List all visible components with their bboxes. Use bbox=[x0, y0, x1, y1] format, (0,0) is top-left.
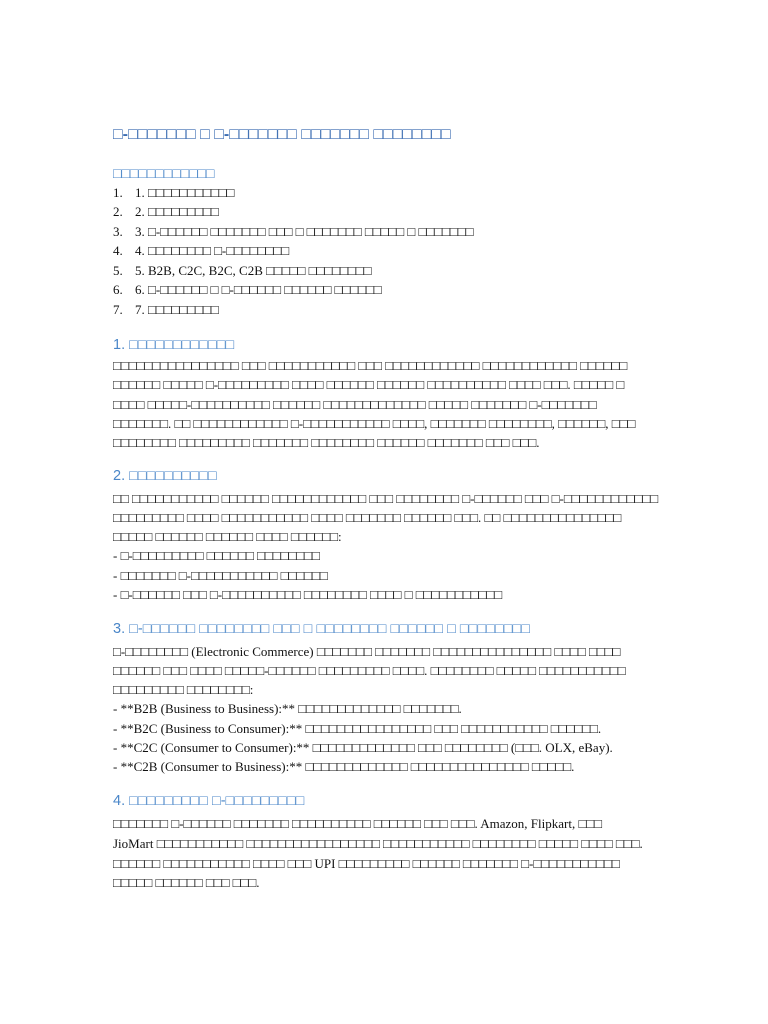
toc-item-number: 6. bbox=[113, 282, 123, 297]
section-heading: 3. □-□□□□□□ □□□□□□□□ □□□ □ □□□□□□□□ □□□□□□ □ □□□□□□□□ bbox=[113, 621, 530, 637]
list-item: - **B2B (Business to Business):** □□□□□□□□□□□□□ □□□□□□□. bbox=[113, 701, 462, 717]
paragraph-line: □-□□□□□□□□ (Electronic Commerce) □□□□□□□ □□□□□□□ □□□□□□□□□□□□□□□ □□□□ □□□□ bbox=[113, 643, 621, 659]
paragraph-line: □□□□□□ □□□□□ □-□□□□□□□□□ □□□□ □□□□□□ □□□□□□ □□□□□□□□□□ □□□□ □□□. □□□□□ □ bbox=[113, 377, 625, 393]
section-indian-ecommerce bbox=[113, 790, 673, 893]
paragraph-line: □□□□□□□□□□□□□□□□ □□□ □□□□□□□□□□□ □□□ □□□□□□□□□□□□ □□□□□□□□□□□□ □□□□□□ bbox=[113, 358, 628, 373]
paragraph-line: □□□□□□ □□□□□□□□□□□ □□□□ □□□ UPI □□□□□□□□□ □□□□□□ □□□□□□□ □-□□□□□□□□□□□ bbox=[113, 855, 620, 871]
toc-item-number: 1. bbox=[113, 184, 123, 200]
toc-item-text: 2. □□□□□□□□□ bbox=[135, 204, 219, 219]
table-of-contents bbox=[113, 183, 673, 320]
section-paragraph bbox=[113, 814, 673, 893]
toc-item-number: 3. bbox=[113, 223, 123, 239]
toc-item-text: 1. □□□□□□□□□□□ bbox=[135, 184, 235, 200]
list-item: - **C2B (Consumer to Business):** □□□□□□□□□□□□□ □□□□□□□□□□□□□□□ □□□□□. bbox=[113, 759, 575, 775]
section-heading: 2. □□□□□□□□□□ bbox=[113, 468, 217, 484]
toc-heading: □□□□□□□□□□□□ bbox=[113, 165, 215, 181]
section-heading: 1. □□□□□□□□□□□□ bbox=[113, 337, 235, 353]
toc-item bbox=[113, 202, 673, 222]
paragraph-line: □□□□ □□□□□-□□□□□□□□□□ □□□□□□ □□□□□□□□□□□□□ □□□□□ □□□□□□□ □-□□□□□□□ bbox=[113, 396, 597, 412]
toc-item-number: 2. bbox=[113, 204, 123, 219]
list-item: - □□□□□□□ □-□□□□□□□□□□□ □□□□□□ bbox=[113, 567, 328, 583]
toc-item-text: 4. □□□□□□□□ □-□□□□□□□□ bbox=[135, 243, 290, 258]
section-paragraph bbox=[113, 356, 673, 452]
document-title: □-□□□□□□□ □ □-□□□□□□□ □□□□□□□ □□□□□□□□ bbox=[113, 126, 451, 143]
paragraph-line: □□□□□□□□□ □□□□ □□□□□□□□□□□ □□□□ □□□□□□□ □□□□□□ □□□. □□ □□□□□□□□□□□□□□□ bbox=[113, 509, 622, 525]
toc-item-number: 5. bbox=[113, 262, 123, 278]
toc-item bbox=[113, 261, 673, 281]
section-introduction bbox=[113, 334, 673, 452]
section-objectives bbox=[113, 465, 673, 604]
section-paragraph bbox=[113, 642, 673, 777]
toc-item-number: 4. bbox=[113, 243, 123, 258]
toc-item bbox=[113, 300, 673, 320]
section-paragraph bbox=[113, 489, 673, 605]
toc-item-text: 3. □-□□□□□□ □□□□□□□ □□□ □ □□□□□□□ □□□□□ □ □□□□□□□ bbox=[135, 223, 474, 239]
toc-item bbox=[113, 222, 673, 242]
toc-item-number: 7. bbox=[113, 301, 123, 317]
paragraph-line: □□□□□ □□□□□□ □□□□□□ □□□□ □□□□□□: bbox=[113, 529, 342, 545]
paragraph-line: □□□□□□□□ □□□□□□□□□ □□□□□□□ □□□□□□□□ □□□□□□ □□□□□□□ □□□ □□□. bbox=[113, 435, 540, 451]
toc-item-text: 5. B2B, C2C, B2C, C2B □□□□□ □□□□□□□□ bbox=[135, 262, 372, 278]
list-item: - **C2C (Consumer to Consumer):** □□□□□□□□□□□□□ □□□ □□□□□□□□ (□□□. OLX, eBay). bbox=[113, 739, 613, 755]
paragraph-line: JioMart □□□□□□□□□□□ □□□□□□□□□□□□□□□□□ □□□□□□□□□□□ □□□□□□□□ □□□□□ □□□□ □□□. bbox=[113, 835, 643, 851]
paragraph-line: □□□□□□□□□ □□□□□□□□: bbox=[113, 682, 254, 698]
paragraph-line: □□□□□□□. □□ □□□□□□□□□□□□ □-□□□□□□□□□□□ □□□□, □□□□□□□ □□□□□□□□, □□□□□□, □□□ bbox=[113, 415, 636, 431]
toc-item-text: 6. □-□□□□□□ □ □-□□□□□□ □□□□□□ □□□□□□ bbox=[135, 282, 382, 297]
paragraph-line: □□□□□□ □□□ □□□□ □□□□□-□□□□□□ □□□□□□□□□ □□□□. □□□□□□□□ □□□□□ □□□□□□□□□□□ bbox=[113, 662, 626, 678]
toc-item bbox=[113, 280, 673, 300]
paragraph-line: □□ □□□□□□□□□□□ □□□□□□ □□□□□□□□□□□□ □□□ □□□□□□□□ □-□□□□□□ □□□ □-□□□□□□□□□□□□ bbox=[113, 490, 659, 506]
list-item: - **B2C (Business to Consumer):** □□□□□□□□□□□□□□□□ □□□ □□□□□□□□□□□ □□□□□□. bbox=[113, 720, 602, 736]
toc-item bbox=[113, 183, 673, 203]
list-item: - □-□□□□□□□□□ □□□□□□ □□□□□□□□ bbox=[113, 548, 320, 564]
paragraph-line: □□□□□ □□□□□□ □□□ □□□. bbox=[113, 875, 260, 891]
toc-item-text: 7. □□□□□□□□□ bbox=[135, 301, 219, 317]
section-ecommerce-types bbox=[113, 618, 673, 777]
toc-item bbox=[113, 241, 673, 261]
list-item: - □-□□□□□□ □□□ □-□□□□□□□□□□ □□□□□□□□ □□□□ □ □□□□□□□□□□□ bbox=[113, 586, 503, 602]
section-heading: 4. □□□□□□□□□ □-□□□□□□□□□ bbox=[113, 793, 305, 809]
paragraph-line: □□□□□□□ □-□□□□□□ □□□□□□□ □□□□□□□□□□ □□□□□□ □□□ □□□. Amazon, Flipkart, □□□ bbox=[113, 816, 603, 832]
